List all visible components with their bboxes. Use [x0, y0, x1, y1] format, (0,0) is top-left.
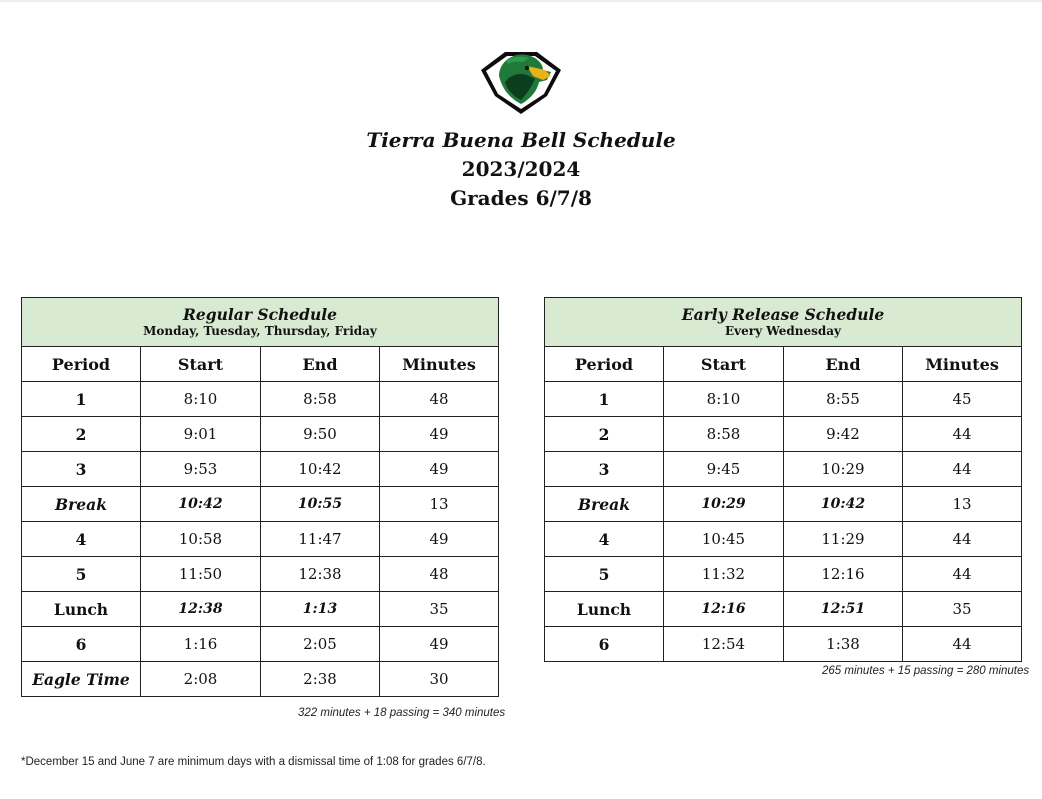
start-cell: 9:45 [664, 452, 784, 487]
minutes-cell: 49 [380, 627, 499, 662]
lunch-row [22, 592, 499, 627]
table-row [545, 452, 1022, 487]
end-cell: 10:29 [784, 452, 903, 487]
break-row [545, 487, 1022, 522]
period-cell: Break [545, 487, 664, 522]
end-cell: 12:51 [784, 592, 903, 627]
table-row [545, 417, 1022, 452]
column-header: Period [22, 347, 141, 382]
minutes-cell: 49 [380, 522, 499, 557]
period-cell: 3 [22, 452, 141, 487]
start-cell: 12:38 [141, 592, 261, 627]
period-cell: Lunch [22, 592, 141, 627]
period-cell: 4 [22, 522, 141, 557]
minutes-cell: 44 [903, 417, 1022, 452]
end-cell: 2:05 [261, 627, 380, 662]
break-row [22, 487, 499, 522]
period-cell: 3 [545, 452, 664, 487]
start-cell: 8:10 [664, 382, 784, 417]
period-cell: 5 [22, 557, 141, 592]
minutes-cell: 48 [380, 382, 499, 417]
eagle-logo-icon [477, 46, 565, 116]
early-release-name: Early Release Schedule [681, 304, 885, 324]
eagle-time-row [22, 662, 499, 697]
lunch-row [545, 592, 1022, 627]
end-cell: 9:42 [784, 417, 903, 452]
table-row [22, 627, 499, 662]
start-cell: 8:58 [664, 417, 784, 452]
column-header: Period [545, 347, 664, 382]
table-row [22, 382, 499, 417]
column-header-row [545, 347, 1022, 382]
period-cell: Eagle Time [22, 662, 141, 697]
end-cell: 11:47 [261, 522, 380, 557]
start-cell: 2:08 [141, 662, 261, 697]
column-header: End [261, 347, 380, 382]
period-cell: 1 [22, 382, 141, 417]
minutes-cell: 44 [903, 522, 1022, 557]
end-cell: 1:38 [784, 627, 903, 662]
minutes-cell: 30 [380, 662, 499, 697]
end-cell: 1:13 [261, 592, 380, 627]
minutes-cell: 13 [380, 487, 499, 522]
period-cell: 6 [545, 627, 664, 662]
regular-total-note: 322 minutes + 18 passing = 340 minutes [298, 707, 506, 719]
start-cell: 10:29 [664, 487, 784, 522]
table-row [22, 522, 499, 557]
minutes-cell: 44 [903, 557, 1022, 592]
start-cell: 9:01 [141, 417, 261, 452]
table-row [545, 627, 1022, 662]
start-cell: 10:45 [664, 522, 784, 557]
early-release-total-note: 265 minutes + 15 passing = 280 minutes [822, 665, 1030, 677]
period-cell: 4 [545, 522, 664, 557]
grades-label: Grades 6/7/8 [450, 186, 592, 210]
minutes-cell: 35 [380, 592, 499, 627]
regular-schedule-header [22, 298, 499, 347]
end-cell: 10:42 [261, 452, 380, 487]
minutes-cell: 49 [380, 417, 499, 452]
early-release-schedule-table [544, 297, 1022, 662]
end-cell: 12:38 [261, 557, 380, 592]
minutes-cell: 45 [903, 382, 1022, 417]
start-cell: 8:10 [141, 382, 261, 417]
schedule-title: Tierra Buena Bell Schedule [366, 128, 676, 152]
minutes-cell: 44 [903, 452, 1022, 487]
start-cell: 1:16 [141, 627, 261, 662]
period-cell: 6 [22, 627, 141, 662]
end-cell: 8:55 [784, 382, 903, 417]
table-row [22, 417, 499, 452]
early-release-days: Every Wednesday [725, 323, 842, 338]
regular-schedule-days: Monday, Tuesday, Thursday, Friday [143, 323, 377, 338]
minutes-cell: 49 [380, 452, 499, 487]
school-year: 2023/2024 [461, 157, 581, 181]
column-header: End [784, 347, 903, 382]
table-row [22, 557, 499, 592]
minutes-cell: 44 [903, 627, 1022, 662]
title-block [0, 126, 1042, 213]
table-row [22, 452, 499, 487]
end-cell: 10:42 [784, 487, 903, 522]
period-cell: Break [22, 487, 141, 522]
table-row [545, 522, 1022, 557]
period-cell: 5 [545, 557, 664, 592]
column-header: Minutes [903, 347, 1022, 382]
period-cell: 1 [545, 382, 664, 417]
early-release-header [545, 298, 1022, 347]
table-row [545, 557, 1022, 592]
period-cell: Lunch [545, 592, 664, 627]
start-cell: 9:53 [141, 452, 261, 487]
minutes-cell: 35 [903, 592, 1022, 627]
end-cell: 8:58 [261, 382, 380, 417]
end-cell: 9:50 [261, 417, 380, 452]
table-row [545, 382, 1022, 417]
end-cell: 2:38 [261, 662, 380, 697]
column-header: Start [141, 347, 261, 382]
end-cell: 12:16 [784, 557, 903, 592]
regular-schedule-name: Regular Schedule [183, 304, 337, 324]
column-header: Minutes [380, 347, 499, 382]
minutes-cell: 48 [380, 557, 499, 592]
start-cell: 10:58 [141, 522, 261, 557]
column-header-row [22, 347, 499, 382]
start-cell: 12:16 [664, 592, 784, 627]
start-cell: 12:54 [664, 627, 784, 662]
period-cell: 2 [22, 417, 141, 452]
column-header: Start [664, 347, 784, 382]
start-cell: 10:42 [141, 487, 261, 522]
minutes-cell: 13 [903, 487, 1022, 522]
period-cell: 2 [545, 417, 664, 452]
start-cell: 11:50 [141, 557, 261, 592]
end-cell: 11:29 [784, 522, 903, 557]
minimum-days-footnote: *December 15 and June 7 are minimum days with a dismissal time of 1:08 for grades 6/7/8. [21, 756, 486, 768]
start-cell: 11:32 [664, 557, 784, 592]
top-border-line [0, 0, 1042, 2]
end-cell: 10:55 [261, 487, 380, 522]
regular-schedule-table [21, 297, 499, 697]
